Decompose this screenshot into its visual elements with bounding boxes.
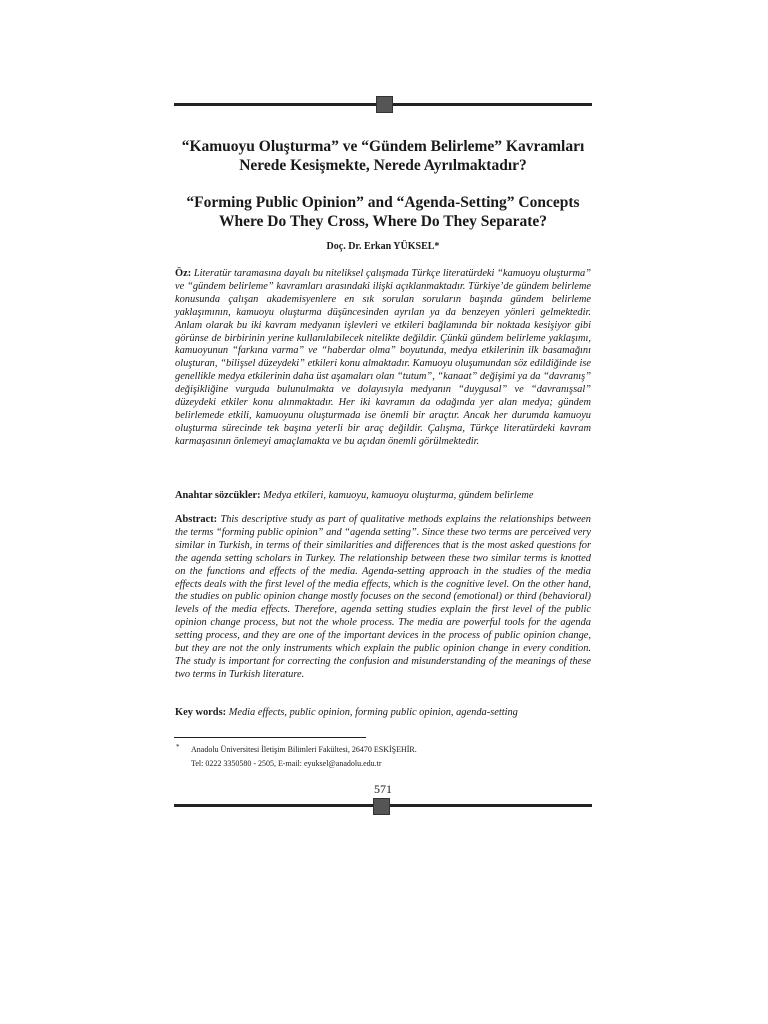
footnote-contact: Tel: 0222 3350580 - 2505, E-mail: eyuksel@anadolu.edu.tr bbox=[191, 759, 382, 768]
footnote bbox=[176, 743, 556, 771]
footnote-mark: * bbox=[176, 743, 180, 751]
bottom-square-ornament bbox=[373, 798, 390, 815]
abstract-text: This descriptive study as part of qualitative methods explains the relationships between the terms “forming public opinion” and “agenda setting”. Since these two terms are perceived very similar in Turkish, in terms of their similarities and differences that is the most asked questions for the agenda setting scholars in Turkey. The relationship between these two similar terms is knotted on the functions and effects of the media. Agenda-setting approach in the studies of the media effects deals with the first level of the media effects, which is the cognitive level. On the other hand, the studies on public opinion change mostly focuses on the second (emotional) or third (behavioral) levels of the media effects. Therefore, agenda setting studies explain the first level of the public opinion change process, but not the whole process. The media are powerful tools for the agenda setting process, and they are one of the important devices in the process of public opinion change, but they are not the only instruments which explain the public opinion change in every condition. The study is important for correcting the confusion and misunderstanding of the meanings of these two terms in Turkish literature. bbox=[175, 514, 591, 680]
top-square-ornament bbox=[376, 96, 393, 113]
keywords-en-text: Media effects, public opinion, forming public opinion, agenda-setting bbox=[228, 707, 518, 718]
title-tr-line-2: Nerede Kesişmekte, Nerede Ayrılmaktadır? bbox=[239, 157, 527, 174]
keywords-tr-text: Medya etkileri, kamuoyu, kamuoyu oluşturma, gündem belirleme bbox=[263, 490, 534, 501]
oz-label: Öz: bbox=[175, 268, 192, 279]
author: Doç. Dr. Erkan YÜKSEL* bbox=[326, 241, 440, 252]
keywords-en-label: Key words: bbox=[175, 707, 227, 718]
oz-paragraph bbox=[175, 268, 591, 449]
footnote-affiliation: Anadolu Üniversitesi İletişim Bilimleri Fakültesi, 26470 ESKİŞEHİR. bbox=[191, 745, 417, 754]
title-turkish bbox=[174, 137, 592, 175]
title-english bbox=[174, 193, 592, 231]
keywords-turkish bbox=[175, 490, 591, 503]
footnote-rule bbox=[174, 737, 366, 738]
title-en-line-1: “Forming Public Opinion” and “Agenda-Setting” Concepts bbox=[186, 194, 580, 211]
abstract-label: Abstract: bbox=[175, 514, 218, 525]
title-tr-line-1: “Kamuoyu Oluşturma” ve “Gündem Belirleme” Kavramları bbox=[181, 138, 585, 155]
keywords-english bbox=[175, 707, 591, 720]
oz-text: Literatür taramasına dayalı bu niteliksel çalışmada Türkçe literatürdeki “kamuoyu oluşturma” ve “gündem belirleme” kavramları arasındaki ilişki açıklanmaktadır. Türkiye’de gündem belirleme konusunda çalışan akademisyenlere en sık sorulan soruların başında gündem belirleme yaklaşımının, kamuoyu oluşturma düşüncesinden ayrılan ya da benzeyen yönleri gelmektedir. Anlam olarak bu iki kavram medyanın işlevleri ve etkileri bağlamında bir noktada kesişiyor gibi görünse de birbirinin yerine kullanılabilecek nitelikte değildir. Çünkü gündem belirleme yaklaşımı, kamuoyunun “farkına varma” ve “haberdar olma” boyutunda, medya etkilerinin ilk basamağını oluşturan, “bilişsel düzeydeki” etkileri konu almaktadır. Kamuoyu oluşumundan söz edildiğinde ise genellikle medya etkilerinin daha üst aşamaları olan “tutum”, “kanaat” değişimi ya da “davranış” değişikliğine vurguda bulunulmakta ve dolayısıyla medyanın “duygusal” ve “davranışsal” düzeydeki etkiler konu alınmaktadır. Her iki kavramın da odağında yer alan medya; gündem belirlemede etkili, kamuoyunu oluşturmada ise önemli bir araçtır. Ancak her durumda kamuoyu oluşturma sürecinde tek başına yeterli bir araç değildir. Çalışma, Türkçe literatürdeki kavram karmaşasının önlemeyi amaçlamakta ve bu açıdan önemli görülmektedir. bbox=[175, 268, 591, 447]
abstract-paragraph bbox=[175, 514, 591, 682]
title-en-line-2: Where Do They Cross, Where Do They Separate? bbox=[218, 213, 548, 230]
keywords-tr-label: Anahtar sözcükler: bbox=[175, 490, 261, 501]
page-number: 571 bbox=[374, 782, 392, 796]
